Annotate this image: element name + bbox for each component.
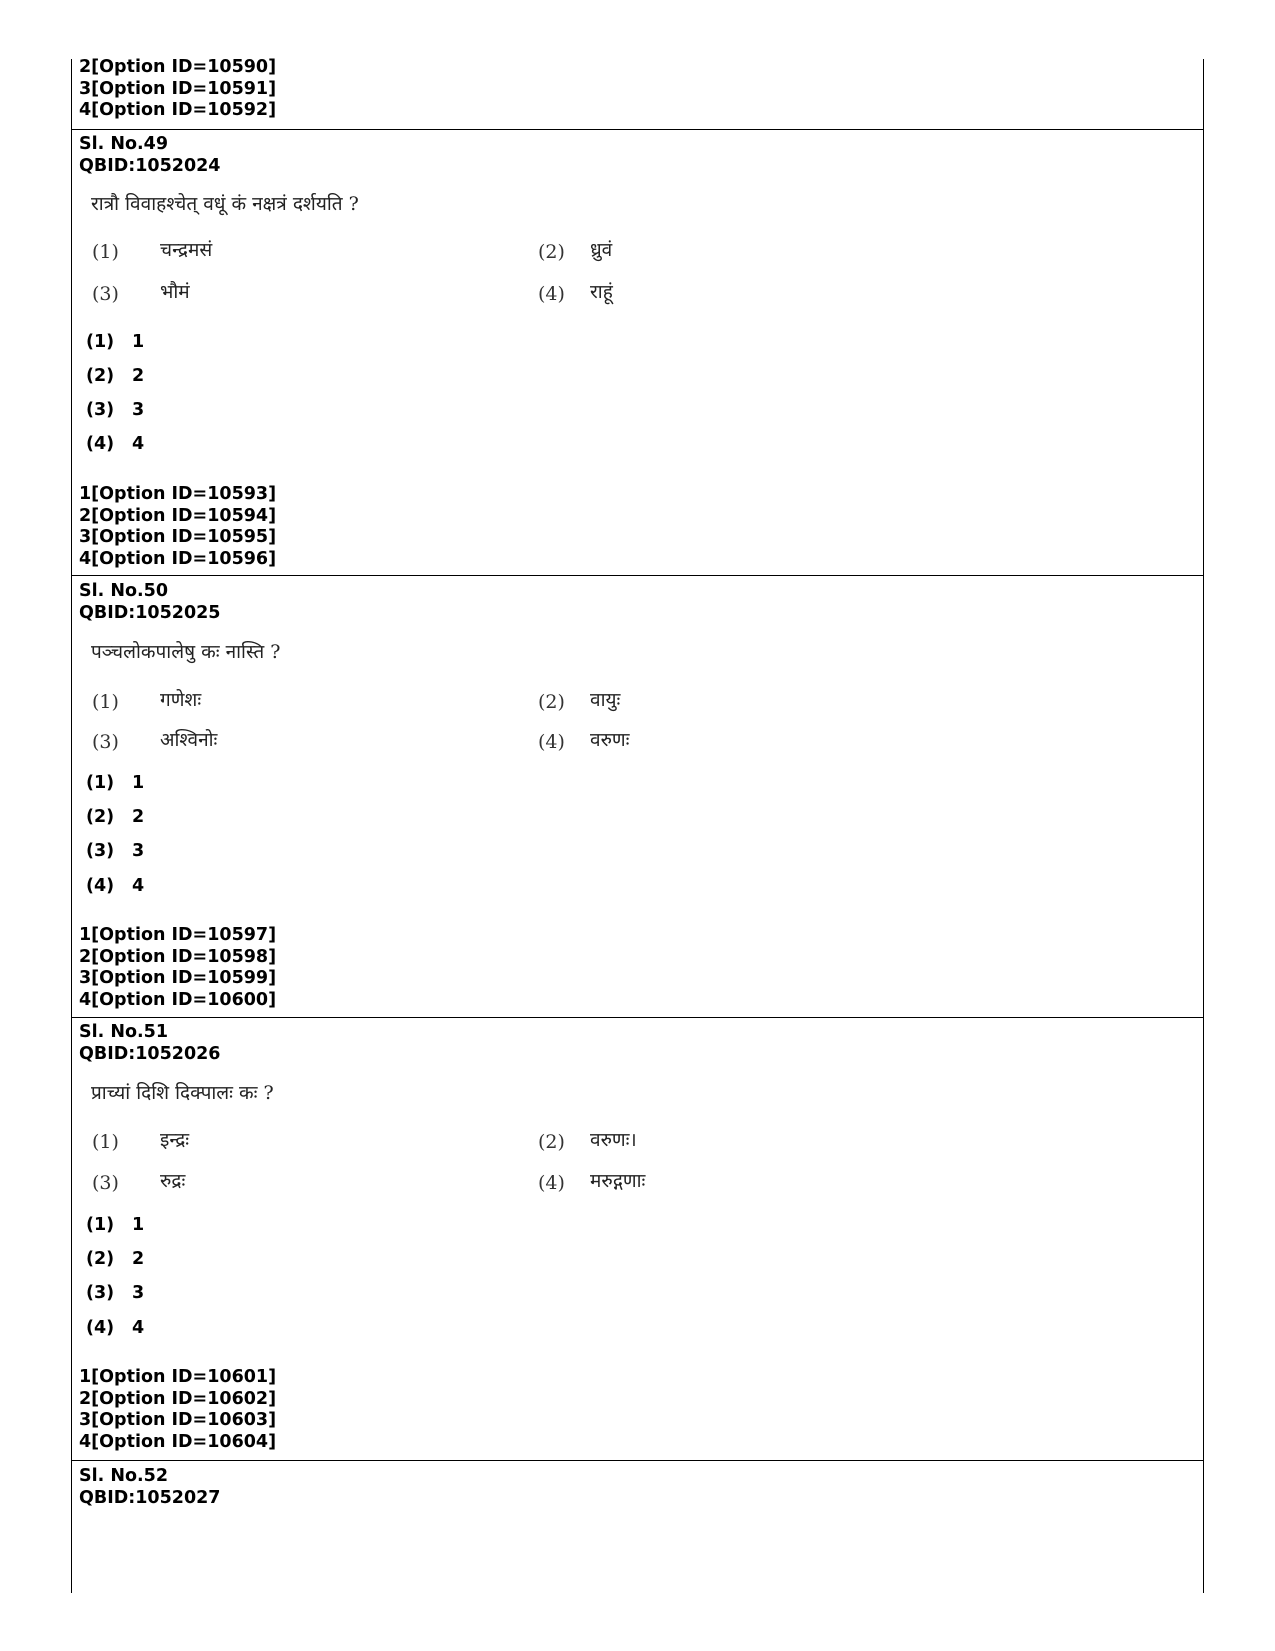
choice-text: वरुणः [590,729,630,751]
option-id-line: 4[Option ID=10604] [79,1432,277,1453]
answer-option: (4) 4 [86,1318,145,1338]
option-id-line: 3[Option ID=10591] [79,78,277,99]
qbid: QBID:1052026 [79,1043,221,1064]
row-divider [71,1460,1204,1461]
qbid: QBID:1052025 [79,602,221,623]
choice-text: वरुणः। [590,1129,637,1151]
answer-option: (3) 3 [86,1283,145,1303]
question-text: पञ्चलोकपालेषु कः नास्ति ? [91,641,281,663]
choice-number: (1) [92,241,119,263]
question-text: रात्रौ विवाहश्चेत् वधूं कं नक्षत्रं दर्शयति ? [91,193,359,215]
option-id-line: 3[Option ID=10595] [79,527,277,548]
choice-text: रुद्रः [160,1170,186,1192]
choice-text: इन्द्रः [160,1129,190,1151]
row-divider [71,1017,1204,1018]
answer-option: (2) 2 [86,1249,145,1269]
qbid: QBID:1052024 [79,155,221,176]
option-id-line: 1[Option ID=10593] [79,484,277,504]
choice-number: (3) [92,1172,119,1194]
choice-number: (4) [538,1172,565,1194]
choice-text: ध्रुवं [590,239,613,261]
option-id-list [79,925,276,1012]
option-id-line: 4[Option ID=10596] [79,549,277,570]
choice-number: (3) [92,731,119,753]
choice-text: चन्द्रमसं [160,239,213,261]
serial-number: Sl. No.50 [79,581,169,601]
choice-text: गणेशः [160,689,202,711]
option-id-line: 4[Option ID=10592] [79,100,277,121]
serial-number: Sl. No.51 [79,1022,169,1042]
option-id-list [79,1367,276,1454]
question-header-52 [79,1466,221,1509]
choice-number: (2) [538,241,565,263]
option-id-line: 2[Option ID=10598] [79,946,277,967]
choice-number: (2) [538,1131,565,1153]
option-id-line: 2[Option ID=10602] [79,1388,277,1409]
row-divider [71,575,1204,576]
answer-option: (3) 3 [86,841,145,861]
choice-number: (1) [92,1131,119,1153]
choice-text: भौमं [160,281,190,303]
choice-number: (1) [92,691,119,713]
choice-number: (4) [538,731,565,753]
table-frame [71,59,1204,1593]
qbid: QBID:1052027 [79,1487,221,1508]
choice-number: (4) [538,283,565,305]
question-header-51 [79,1022,221,1065]
choice-text: मरुद्गणाः [590,1170,646,1192]
answer-option: (2) 2 [86,366,145,386]
answer-option: (1) 1 [86,773,145,793]
option-id-line: 1[Option ID=10601] [79,1367,277,1387]
serial-number: Sl. No.52 [79,1466,169,1486]
option-id-list [79,484,276,571]
choice-text: अश्विनोः [160,729,218,751]
question-header-50 [79,581,221,624]
choice-number: (2) [538,691,565,713]
answer-option: (4) 4 [86,434,145,454]
option-id-line: 2[Option ID=10590] [79,57,277,77]
option-id-line: 3[Option ID=10599] [79,968,277,989]
answer-option: (4) 4 [86,876,145,896]
answer-option: (1) 1 [86,332,145,352]
question-text: प्राच्यां दिशि दिक्पालः कः ? [91,1082,274,1104]
serial-number: Sl. No.49 [79,134,169,154]
choice-text: राहूं [590,281,613,303]
choice-text: वायुः [590,689,621,711]
option-id-line: 2[Option ID=10594] [79,505,277,526]
option-id-line: 4[Option ID=10600] [79,990,277,1011]
choice-number: (3) [92,283,119,305]
answer-option: (3) 3 [86,400,145,420]
option-id-line: 1[Option ID=10597] [79,925,277,945]
answer-option: (1) 1 [86,1215,145,1235]
option-id-list-prev [79,57,276,122]
answer-option: (2) 2 [86,807,145,827]
question-header-49 [79,134,221,177]
row-divider [71,129,1204,130]
option-id-line: 3[Option ID=10603] [79,1410,277,1431]
